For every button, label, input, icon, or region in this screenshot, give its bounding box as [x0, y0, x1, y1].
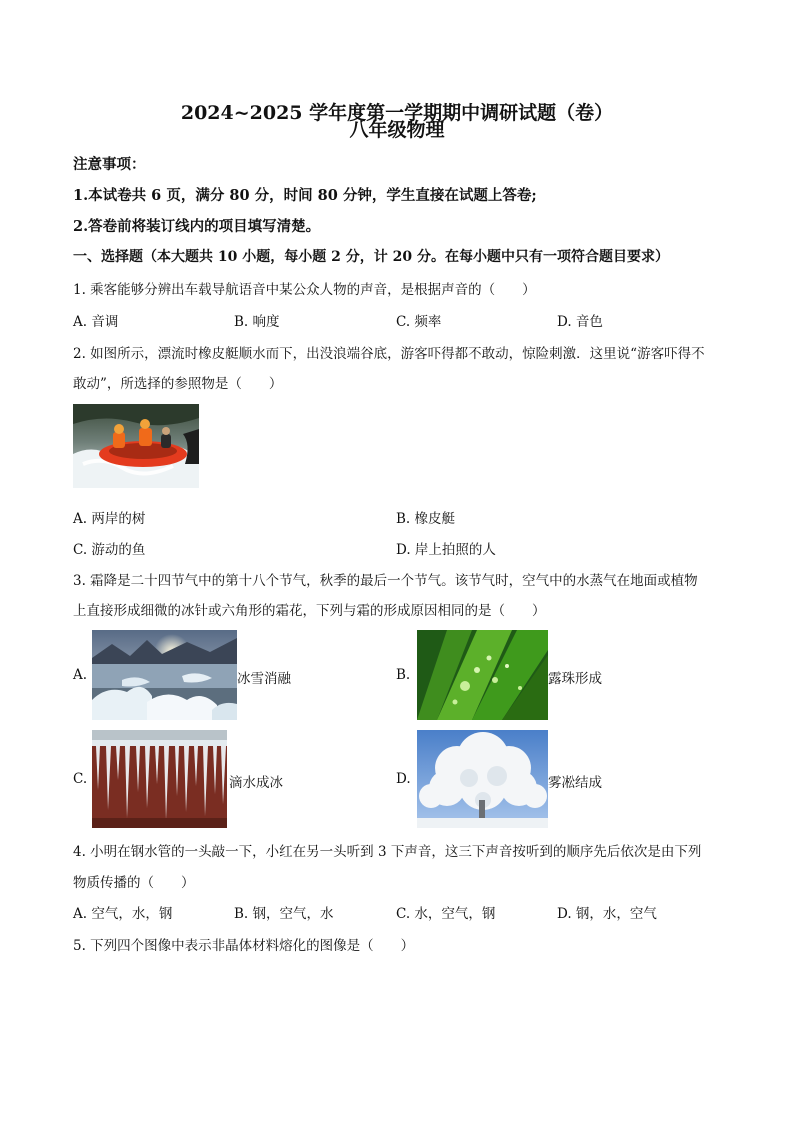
question-1-option-c[interactable]: C. 频率 — [396, 314, 442, 330]
ice-melting-photo[interactable] — [92, 630, 237, 720]
question-3-stem-line-1: 3. 霜降是二十四节气中的第十八个节气，秋季的最后一个节气。该节气时，空气中的水蒸气在地面或植物 — [73, 573, 698, 589]
question-3-option-d-caption: 雾凇结成 — [548, 775, 602, 791]
rafting-photo — [73, 404, 199, 488]
question-4-stem-line-1: 4. 小明在钢水管的一头敲一下，小红在另一头听到 3 下声音，这三下声音按听到的顺序先后依次是由下列 — [73, 844, 702, 860]
question-3-option-a-caption: 冰雪消融 — [237, 671, 291, 687]
question-3-option-c-letter[interactable]: C. — [73, 771, 88, 787]
question-2-option-b[interactable]: B. 橡皮艇 — [396, 511, 456, 527]
dew-photo[interactable] — [417, 630, 548, 720]
question-5-stem: 5. 下列四个图像中表示非晶体材料熔化的图像是（ ） — [73, 938, 415, 954]
question-2-option-a[interactable]: A. 两岸的树 — [73, 511, 146, 527]
question-2-stem-line-2: 敢动”，所选择的参照物是（ ） — [73, 376, 283, 392]
question-2-option-c[interactable]: C. 游动的鱼 — [73, 542, 146, 558]
notice-heading: 注意事项： — [73, 156, 146, 173]
subject-title: 八年级物理 — [349, 119, 445, 141]
question-3-stem-line-2: 上直接形成细微的冰针或六角形的霜花，下列与霜的形成原因相同的是（ ） — [73, 603, 546, 619]
question-1-stem: 1. 乘客能够分辨出车载导航语音中某公众人物的声音，是根据声音的（ ） — [73, 282, 536, 298]
question-4-option-a[interactable]: A. 空气，水，钢 — [73, 906, 173, 922]
question-4-option-b[interactable]: B. 钢，空气，水 — [234, 906, 334, 922]
question-3-option-c-caption: 滴水成冰 — [229, 775, 283, 791]
question-4-option-d[interactable]: D. 钢，水，空气 — [557, 906, 657, 922]
question-2-option-d[interactable]: D. 岸上拍照的人 — [396, 542, 496, 558]
notice-item-2: 2.答卷前将装订线内的项目填写清楚。 — [73, 218, 321, 235]
question-1-option-a[interactable]: A. 音调 — [73, 314, 119, 330]
question-1-option-b[interactable]: B. 响度 — [234, 314, 280, 330]
question-3-option-d-letter[interactable]: D. — [396, 771, 411, 787]
exam-title: 2024~2025 学年度第一学期期中调研试题（卷） — [180, 102, 614, 124]
question-2-stem-line-1: 2. 如图所示，漂流时橡皮艇顺水而下，出没浪端谷底，游客吓得都不敢动，惊险刺激．这里说“游客吓得不 — [73, 346, 705, 362]
question-1-option-d[interactable]: D. 音色 — [557, 314, 603, 330]
question-4-option-c[interactable]: C. 水，空气，钢 — [396, 906, 496, 922]
notice-item-1: 1.本试卷共 6 页，满分 80 分，时间 80 分钟，学生直接在试题上答卷; — [73, 187, 537, 204]
question-3-option-a-letter[interactable]: A. — [73, 667, 88, 683]
question-4-stem-line-2: 物质传播的（ ） — [73, 875, 195, 891]
question-3-option-b-letter[interactable]: B. — [396, 667, 411, 683]
question-3-option-b-caption: 露珠形成 — [548, 671, 602, 687]
icicles-photo[interactable] — [92, 730, 227, 828]
rime-photo[interactable] — [417, 730, 548, 828]
section-heading: 一、选择题（本大题共 10 小题，每小题 2 分，计 20 分。在每小题中只有一项符合题目要求） — [73, 249, 669, 265]
